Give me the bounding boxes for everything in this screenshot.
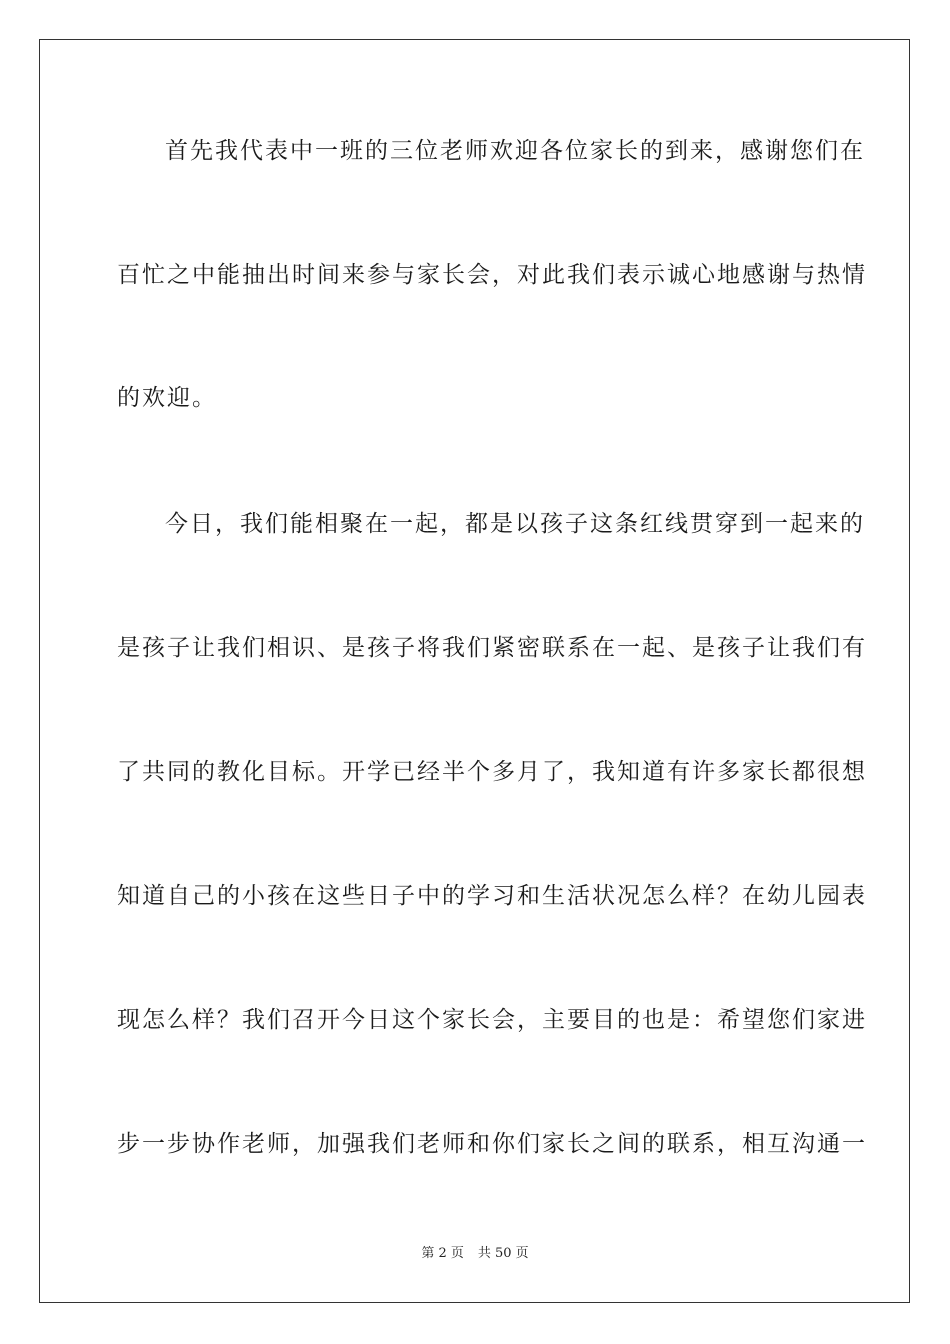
paragraph-1-line-3: 的欢迎。	[117, 385, 217, 411]
page-footer	[0, 1246, 950, 1262]
paragraph-2-line-6: 步一步协作老师，加强我们老师和你们家长之间的联系，相互沟通一	[117, 1131, 867, 1157]
paragraph-2-line-3: 了共同的教化目标。开学已经半个多月了，我知道有许多家长都很想	[117, 759, 867, 785]
paragraph-1-line-1: 首先我代表中一班的三位老师欢迎各位家长的到来，感谢您们在	[165, 138, 865, 164]
paragraph-2-line-2: 是孩子让我们相识、是孩子将我们紧密联系在一起、是孩子让我们有	[117, 635, 867, 661]
paragraph-1-line-2: 百忙之中能抽出时间来参与家长会，对此我们表示诚心地感谢与热情	[117, 262, 867, 288]
paragraph-2-line-4: 知道自己的小孩在这些日子中的学习和生活状况怎么样？在幼儿园表	[117, 883, 867, 909]
page-total: 共 50 页	[477, 1246, 529, 1261]
paragraph-2-line-5: 现怎么样？我们召开今日这个家长会，主要目的也是：希望您们家进	[117, 1007, 867, 1033]
paragraph-2-line-1: 今日，我们能相聚在一起，都是以孩子这条红线贯穿到一起来的	[165, 511, 865, 537]
page-number: 第 2 页	[421, 1246, 464, 1261]
page-frame	[39, 39, 910, 1303]
